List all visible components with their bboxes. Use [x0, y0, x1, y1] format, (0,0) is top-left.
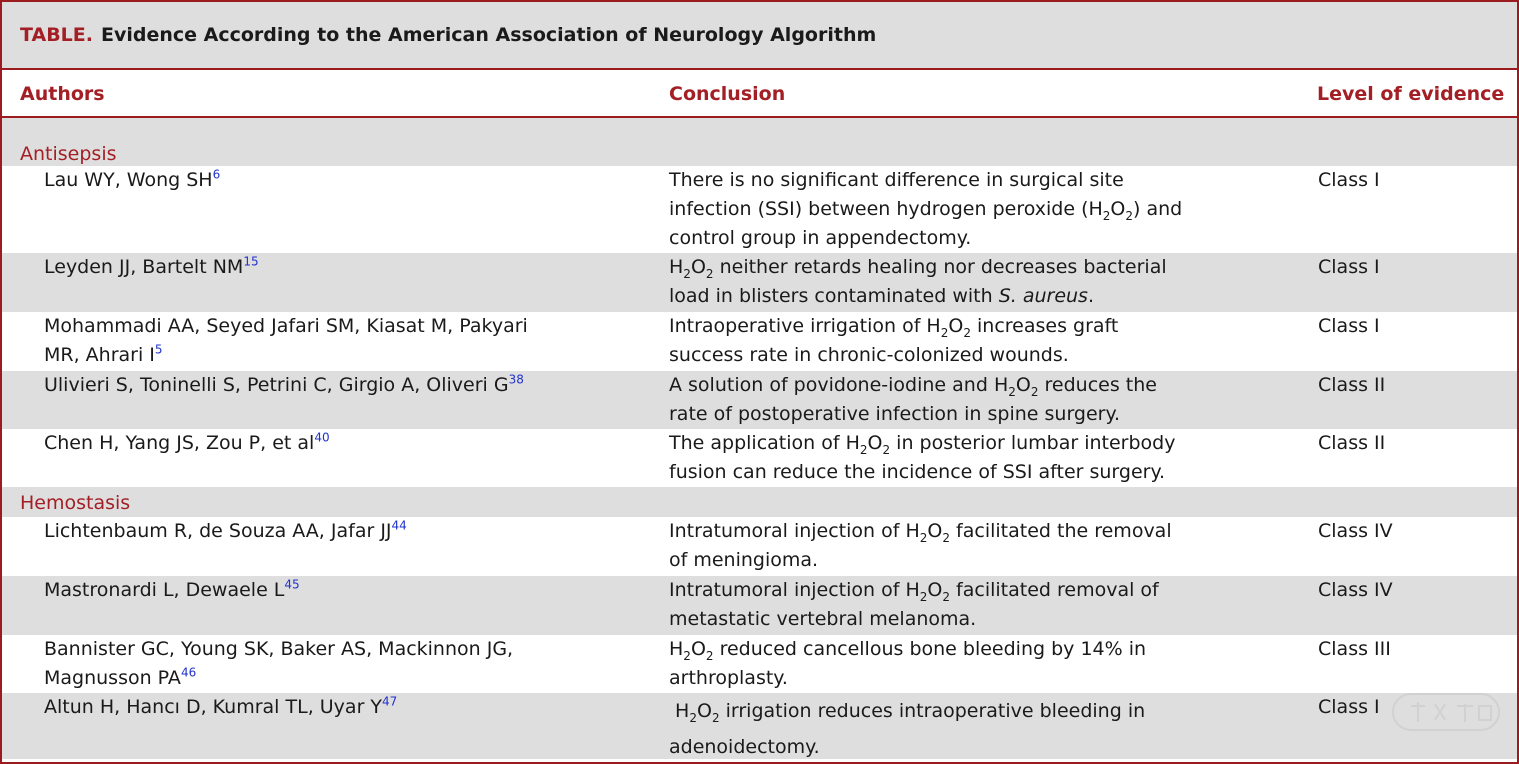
cell-level-of-evidence: Class II: [1318, 432, 1386, 454]
header-conclusion: Conclusion: [669, 83, 786, 105]
reference-link[interactable]: 46: [180, 665, 197, 680]
cell-level-of-evidence: Class I: [1318, 696, 1380, 718]
cell-level-of-evidence: Class IV: [1318, 520, 1393, 542]
table-row: [2, 429, 1517, 487]
table-row: [2, 517, 1517, 576]
cell-authors: Ulivieri S, Toninelli S, Petrini C, Girgio A, Oliveri $G^{38}$: [44, 372, 524, 396]
cell-conclusion: There is no significant difference in surgical site infection (SSI) between hydrogen peroxide $(H_2O_2)$ and control group in appendectomy.: [669, 169, 1183, 249]
caption-prefix: TABLE.: [20, 24, 93, 46]
table-row: [2, 253, 1517, 312]
cell-level-of-evidence: Class III: [1318, 638, 1391, 660]
reference-link[interactable]: 6: [212, 167, 221, 182]
cell-conclusion: $H_2O_2$ neither retards healing nor decreases bacterial load in blisters contaminated with S. aureus.: [669, 256, 1167, 307]
section-label: Hemostasis: [20, 492, 131, 514]
cell-authors: Lau WY, Wong $SH^6$: [44, 167, 221, 191]
cell-conclusion: Intratumoral injection of $H_2O_2$ facilitated removal of metastatic vertebral melanoma.: [669, 579, 1159, 630]
cell-level-of-evidence: Class I: [1318, 169, 1380, 191]
reference-link[interactable]: 45: [284, 577, 300, 592]
table-row: [2, 576, 1517, 635]
header-level-of-evidence: Level of evidence: [1317, 83, 1505, 105]
reference-link[interactable]: 15: [243, 254, 259, 269]
cell-authors: Chen H, Yang JS, Zou P, et $al^{40}$: [44, 430, 330, 454]
cell-authors: Lichtenbaum R, de Souza AA, Jafar JJ$^{44}$: [44, 518, 407, 542]
table-caption: [2, 2, 1517, 70]
table-row: [2, 371, 1517, 429]
cell-conclusion: $H_2O_2$ reduced cancellous bone bleeding by 14% in arthroplasty.: [669, 638, 1147, 689]
cell-conclusion: Intraoperative irrigation of $H_2O_2$ increases graft success rate in chronic-colonized wounds.: [669, 315, 1119, 366]
cell-authors: Altun H, Hancı D, Kumral TL, Uyar $Y^{47}$: [44, 694, 398, 718]
watermark-logo-icon: [1391, 690, 1501, 734]
reference-link[interactable]: 40: [314, 430, 330, 445]
section-row-hemostasis: [2, 487, 1517, 517]
cell-conclusion: A solution of povidone-iodine and $H_2O_2$ reduces the rate of postoperative infection in spine surgery.: [669, 374, 1157, 425]
cell-level-of-evidence: Class I: [1318, 256, 1380, 278]
table-row: [2, 635, 1517, 693]
cell-authors: Bannister GC, Young SK, Baker AS, Mackinnon JG, Magnusson PA$^{46}$: [44, 638, 514, 689]
cell-conclusion: $H_2O_2$ irrigation reduces intraoperative bleeding in adenoidectomy.: [669, 700, 1146, 758]
cell-level-of-evidence: Class II: [1318, 374, 1386, 396]
cell-conclusion: Intratumoral injection of $H_2O_2$ facilitated the removal of meningioma.: [669, 520, 1172, 571]
cell-authors: Mastronardi L, Dewaele $L^{45}$: [44, 577, 300, 601]
cell-authors: Mohammadi AA, Seyed Jafari SM, Kiasat M, Pakyari MR, Ahrari $I^5$: [44, 315, 528, 366]
cell-authors: Leyden JJ, Bartelt NM$^{15}$: [44, 254, 259, 278]
table-row: [2, 693, 1517, 759]
table-row: [2, 312, 1517, 371]
header-authors: Authors: [20, 83, 105, 105]
reference-link[interactable]: 44: [391, 518, 407, 533]
cell-level-of-evidence: Class I: [1318, 315, 1380, 337]
table-row: [2, 166, 1517, 253]
reference-link[interactable]: 47: [382, 694, 398, 709]
reference-link[interactable]: 38: [508, 372, 524, 387]
table-body: [2, 118, 1517, 759]
cell-conclusion: The application of $H_2O_2$ in posterior lumbar interbody fusion can reduce the incidence of SSI after surgery.: [669, 432, 1176, 483]
section-label: Antisepsis: [20, 143, 117, 165]
table-header-row: [2, 70, 1517, 118]
reference-link[interactable]: 5: [154, 342, 163, 357]
caption-title: Evidence According to the American Association of Neurology Algorithm: [100, 24, 877, 46]
cell-level-of-evidence: Class IV: [1318, 579, 1393, 601]
section-row-antisepsis: [2, 118, 1517, 166]
